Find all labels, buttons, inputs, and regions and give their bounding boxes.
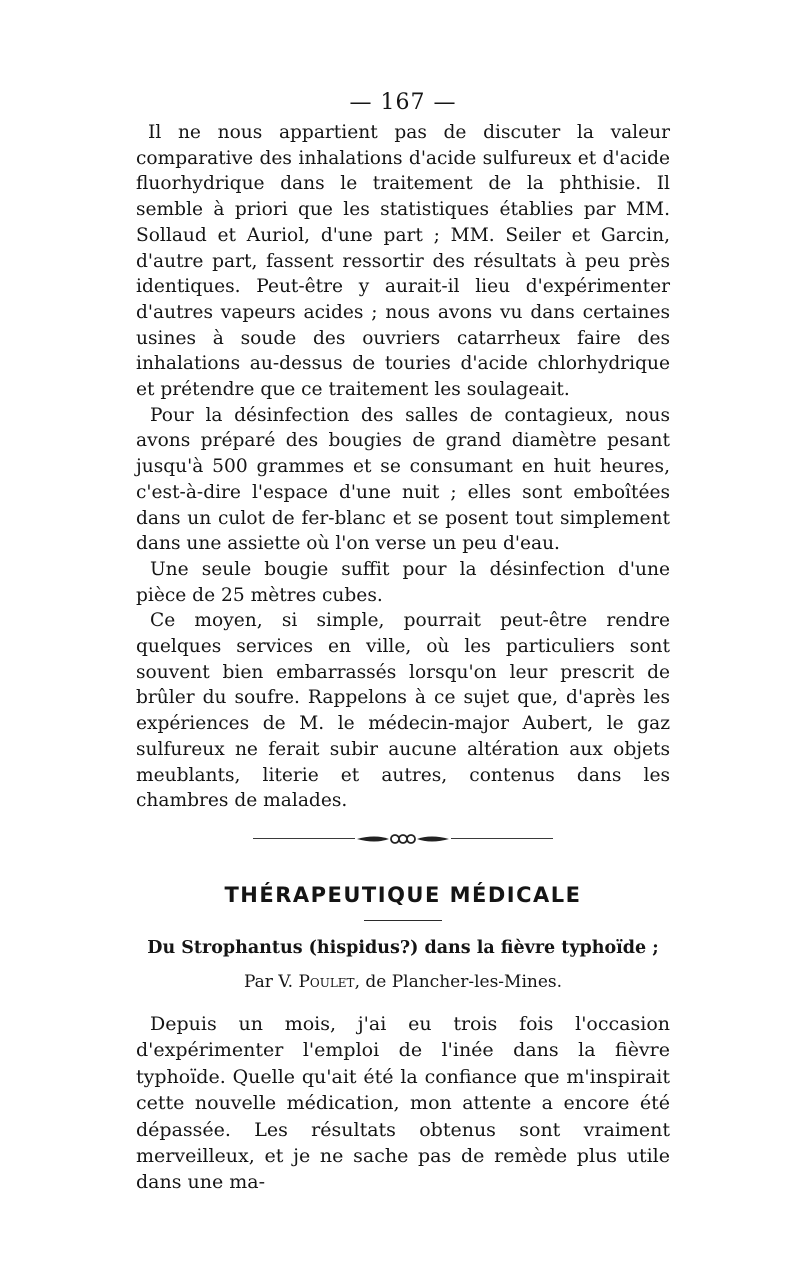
book-page	[136, 90, 670, 1196]
byline-author: Poulet	[298, 971, 355, 992]
divider-ornament-icon	[355, 832, 451, 846]
paragraph-single-candle: Une seule bougie suffit pour la désinfection d'une pièce de 25 mètres cubes.	[136, 558, 670, 606]
byline-prefix: Par V.	[243, 971, 294, 992]
title-rule	[364, 920, 442, 921]
ornamental-divider	[253, 832, 553, 846]
byline	[136, 971, 670, 993]
page-number: — 167 —	[349, 90, 457, 115]
article-body	[136, 1011, 670, 1196]
article-title: Du Strophantus (hispidus?) dans la fièvre typhoïde ;	[147, 937, 659, 958]
paragraph-inhalations: Il ne nous appartient pas de discuter la valeur comparative des inhalations d'acide sulfureux et d'acide fluorhydrique dans le traitement de la phthisie. Il semble à priori que les statistiques établies par MM. Sollaud et Auriol, d'une part ; MM. Seiler et Garcin, d'autre part, fassent ressortir des résultats à peu près identiques. Peut-être y aurait-il lieu d'expérimenter d'autres vapeurs acides ; nous avons vu dans certaines usines à soude des ouvriers catarrheux faire des inhalations au-dessus de touries d'acide chlorhydrique et prétendre que ce traitement les soulageait.	[136, 122, 670, 401]
paragraph-disinfection-candles: Pour la désinfection des salles de contagieux, nous avons préparé des bougies de grand diamètre pesant jusqu'à 500 grammes et se consumant en huit heures, c'est-à-dire l'espace d'une nuit ; elles sont emboîtées dans un culot de fer-blanc et se posent tout simplement dans une assiette où l'on verse un peu d'eau.	[136, 404, 670, 555]
byline-suffix: , de Plancher-les-Mines.	[354, 971, 563, 992]
section-title: THÉRAPEUTIQUE MÉDICALE	[224, 882, 582, 907]
paragraph-city-use: Ce moyen, si simple, pourrait peut-être rendre quelques services en ville, où les particuliers sont souvent bien embarrassés lorsqu'on leur prescrit de brûler du soufre. Rappelons à ce sujet que, d'après les expériences de M. le médecin-major Aubert, le gaz sulfureux ne ferait subir aucune altération aux objets meublants, literie et autres, contenus dans les chambres de malades.	[136, 610, 670, 812]
article-body-paragraph: Depuis un mois, j'ai eu trois fois l'occasion d'expérimenter l'emploi de l'inée dans la fièvre typhoïde. Quelle qu'ait été la confiance que m'inspirait cette nouvelle médication, mon attente a encore été dépassée. Les résultats obtenus sont vraiment merveilleux, et je ne sache pas de remède plus utile dans une ma-	[136, 1012, 670, 1194]
